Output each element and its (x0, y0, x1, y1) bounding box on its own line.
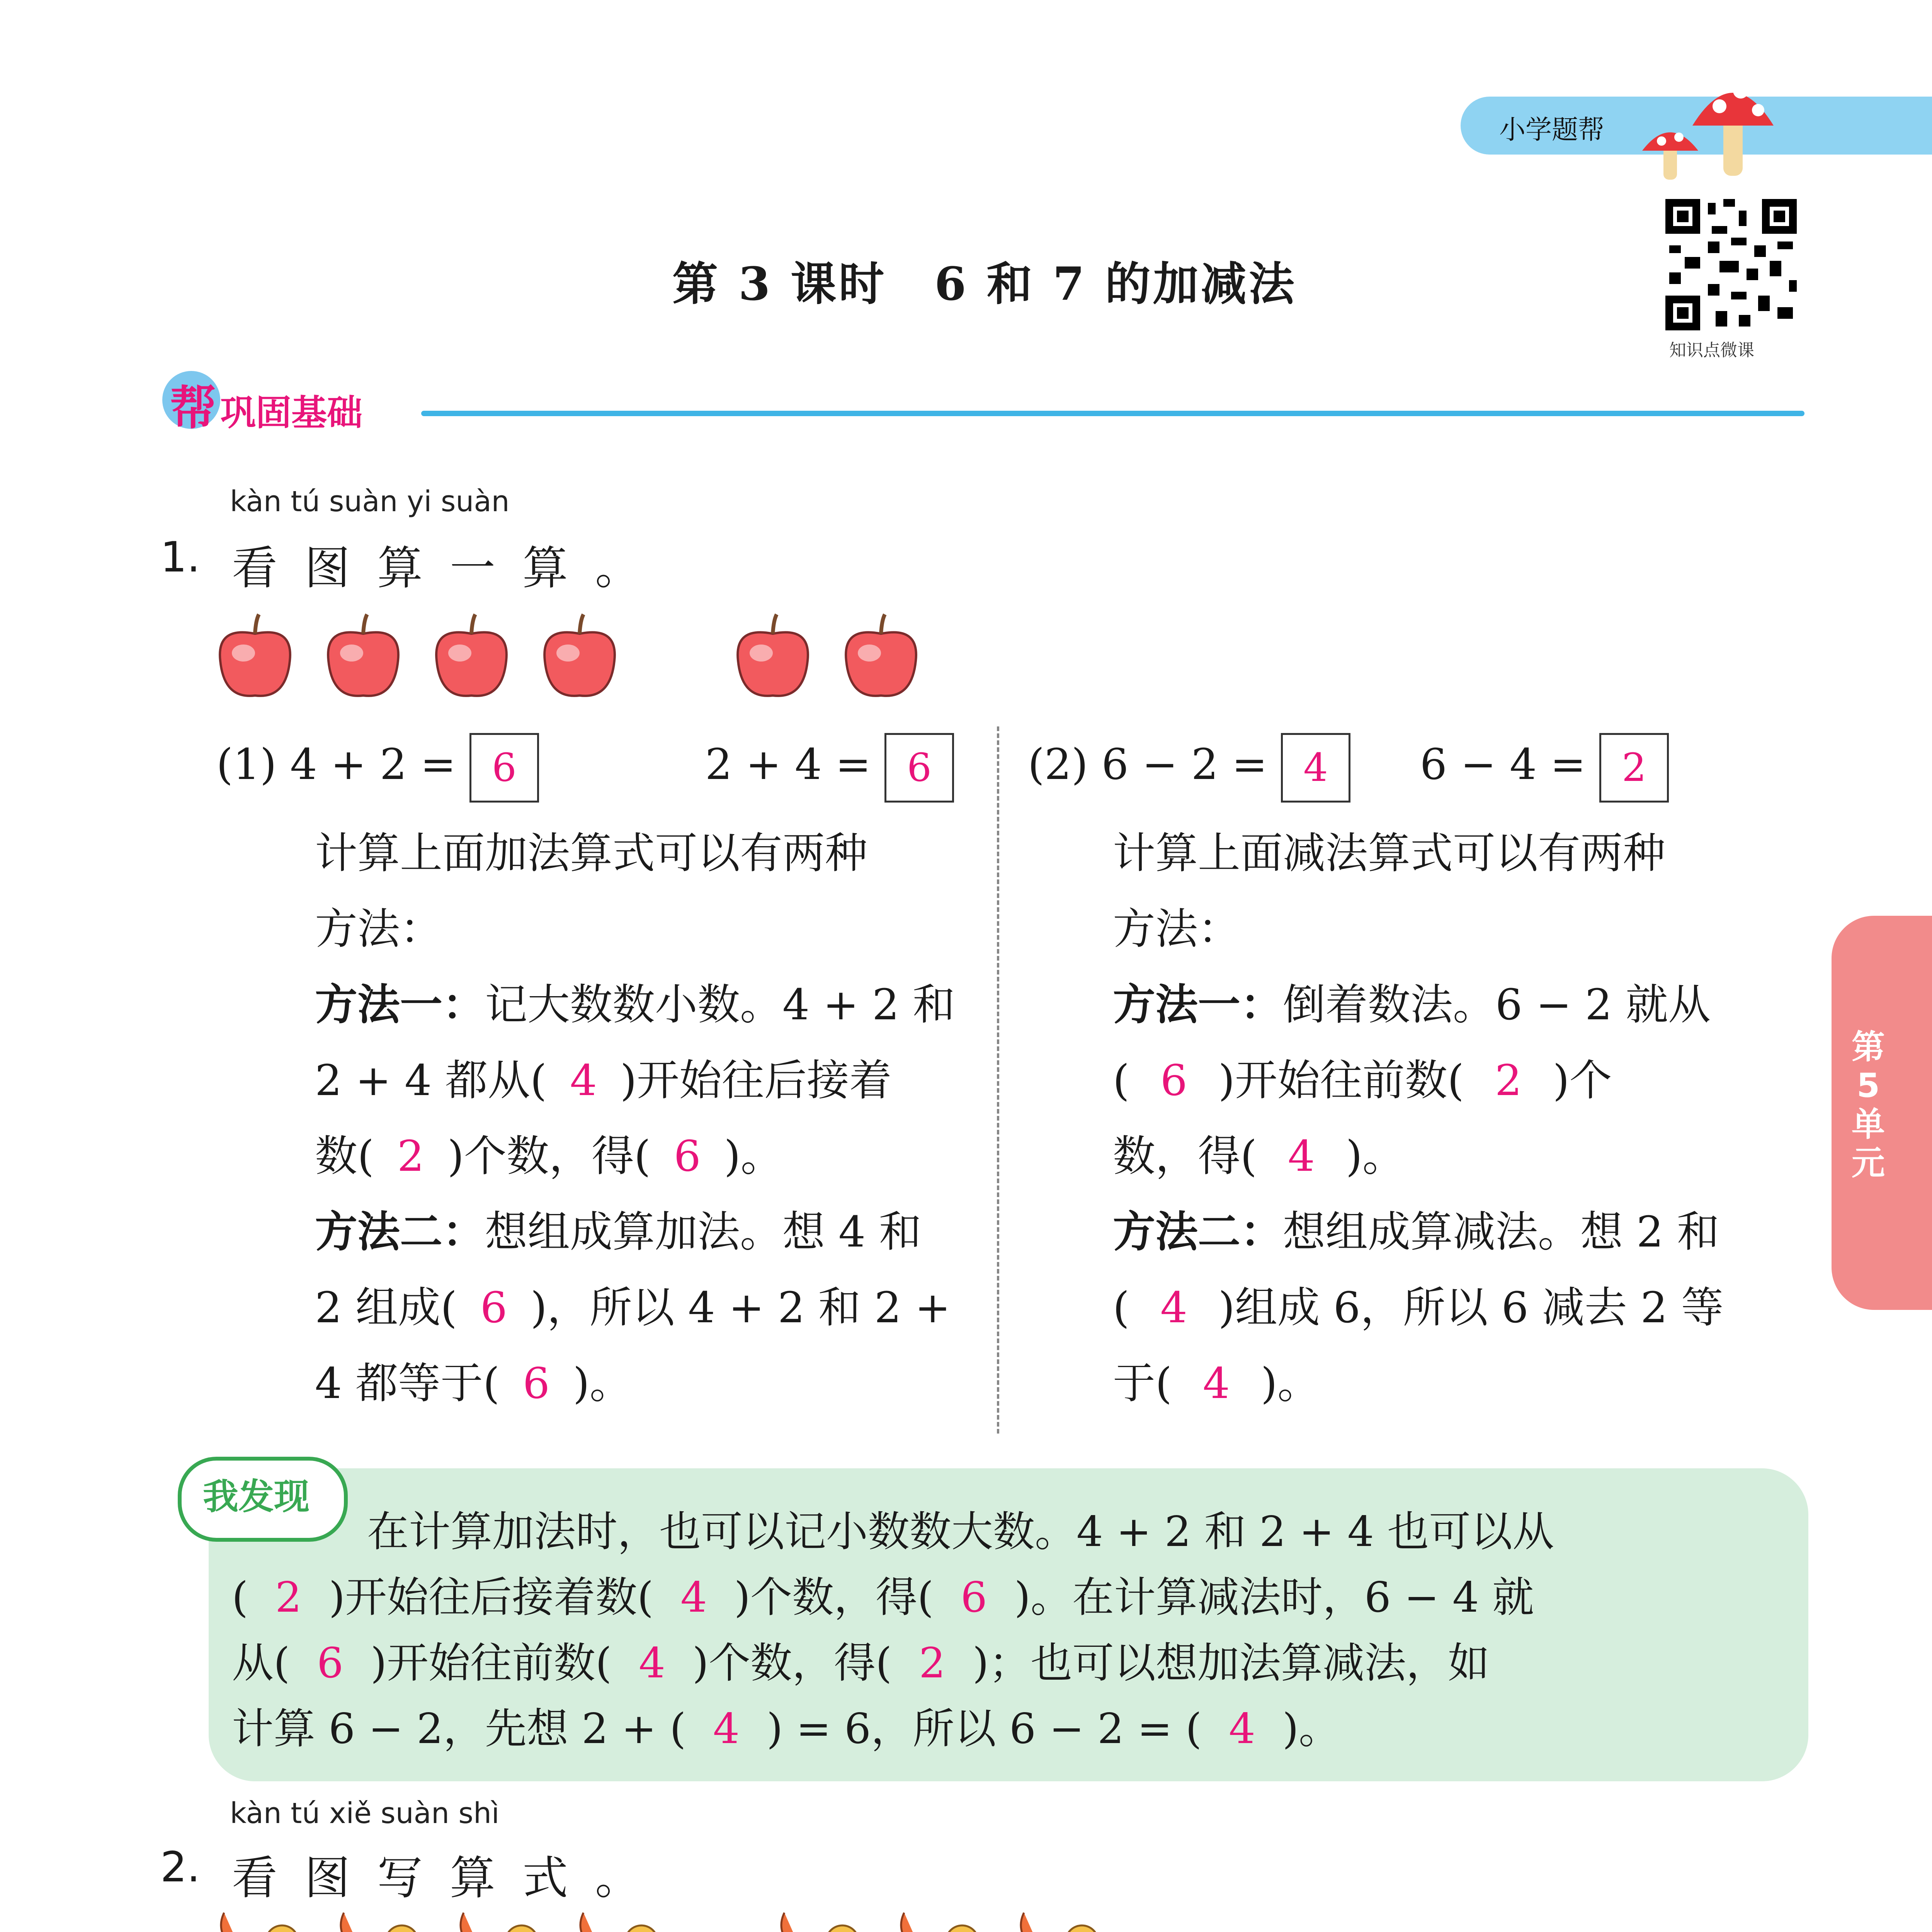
text: ( (1113, 1283, 1129, 1332)
text: 2 + 4 都从( (315, 1056, 547, 1105)
column-divider (997, 726, 999, 1434)
answer[interactable]: 6 (522, 1359, 550, 1408)
q1-part2-eq1: 6 − 2 = (1101, 740, 1268, 789)
method-text: 想组成算加法。想 4 和 (485, 1207, 922, 1257)
text: ( (232, 1573, 248, 1622)
text: 2 组成( (315, 1283, 457, 1332)
qr-caption: 知识点微课 (1669, 340, 1754, 360)
text: )，所以 4 + 2 和 2 + (530, 1283, 951, 1332)
text-line (232, 1696, 1797, 1762)
method-text: 想组成算减法。想 2 和 (1283, 1207, 1719, 1257)
apples-illustration (213, 603, 947, 703)
text: 从( (232, 1639, 290, 1687)
unit-side-label: 第5单元 (1852, 1028, 1885, 1182)
q1-part1-equations (216, 726, 954, 803)
text: )。 (1260, 1359, 1320, 1408)
answer[interactable]: 4 (1202, 1359, 1230, 1408)
text-line: 计算上面减法算式可以有两种 (1113, 828, 1665, 878)
text-line (1113, 1043, 1793, 1118)
section-bang-basic: 帮 (170, 381, 216, 435)
answer[interactable]: 2 (919, 1639, 946, 1687)
method-label: 方法一： (315, 980, 485, 1029)
q1-part1-explanation (315, 815, 972, 1421)
answer[interactable]: 6 (961, 1573, 987, 1622)
method-text: 倒着数法。6 − 2 就从 (1283, 980, 1711, 1029)
q1-part1-eq1: 4 + 2 = (290, 740, 456, 789)
text: )个数，得( (734, 1573, 934, 1622)
text-line (232, 1565, 1797, 1631)
method-label: 方法二： (1113, 1207, 1283, 1257)
text: )。 (1345, 1131, 1405, 1181)
answer[interactable]: 4 (570, 1056, 597, 1105)
answer-box[interactable]: 2 (1599, 733, 1669, 803)
answer[interactable]: 4 (680, 1573, 707, 1622)
q1-number: 1. (160, 533, 201, 582)
answer[interactable]: 6 (1160, 1056, 1187, 1105)
text-line (1113, 967, 1793, 1043)
answer-box[interactable]: 6 (884, 733, 954, 803)
text: )组成 6，所以 6 减去 2 等 (1218, 1283, 1724, 1332)
q1-title: 看图算一算。 (232, 541, 668, 595)
answer[interactable]: 4 (713, 1705, 740, 1753)
text: )；也可以想加法算减法，如 (972, 1639, 1490, 1687)
text: )。 (724, 1131, 783, 1181)
q1-part2-label: (2) (1028, 740, 1088, 789)
discovery-text (232, 1499, 1797, 1762)
text: 于( (1113, 1359, 1172, 1408)
text: )个数，得( (692, 1639, 892, 1687)
answer[interactable]: 4 (1229, 1705, 1255, 1753)
answer[interactable]: 2 (1495, 1056, 1522, 1105)
text: )开始往前数( (1218, 1056, 1464, 1105)
brand-name: 小学题帮 (1499, 115, 1605, 145)
text: )开始往后接着数( (328, 1573, 654, 1622)
q1-part2-eq2: 6 − 4 = (1420, 740, 1586, 789)
answer[interactable]: 4 (1160, 1283, 1187, 1332)
text-line (232, 1631, 1797, 1696)
qr-code-icon (1662, 195, 1801, 334)
text: 计算 6 − 2，先想 2 + ( (232, 1705, 686, 1753)
q1-pinyin: kàn tú suàn yi suàn (230, 485, 510, 518)
text-line (1113, 1270, 1793, 1345)
answer[interactable]: 2 (275, 1573, 302, 1622)
q2-number: 2. (160, 1843, 201, 1891)
q1-part1-eq2: 2 + 4 = (705, 740, 871, 789)
text: ( (1113, 1056, 1129, 1105)
text-line: 在计算加法时，也可以记小数数大数。4 + 2 和 2 + 4 也可以从 (367, 1508, 1554, 1556)
q1-part1-label: (1) (216, 740, 277, 789)
text: )。在计算减法时，6 − 4 就 (1014, 1573, 1534, 1622)
text-line (1113, 1194, 1793, 1270)
bird-row (213, 1905, 1140, 1932)
answer[interactable]: 6 (673, 1131, 701, 1181)
answer[interactable]: 2 (397, 1131, 424, 1181)
birds-illustration (213, 1905, 1140, 1932)
apple-row (213, 603, 947, 703)
method-label: 方法一： (1113, 980, 1283, 1029)
mushroom-icon (1634, 68, 1781, 184)
section-title-basic: 巩固基础 (220, 392, 363, 434)
text: )开始往后接着 (620, 1056, 892, 1105)
answer-box[interactable]: 4 (1281, 733, 1350, 803)
section-line-basic (421, 411, 1804, 416)
lesson-title: 第 3 课时 6 和 7 的加减法 (672, 257, 1297, 311)
method-label: 方法二： (315, 1207, 485, 1257)
answer-box[interactable]: 6 (469, 733, 539, 803)
text: )。 (573, 1359, 632, 1408)
answer[interactable]: 6 (317, 1639, 344, 1687)
text-line (315, 1345, 972, 1421)
answer[interactable]: 4 (1287, 1131, 1315, 1181)
answer[interactable]: 6 (480, 1283, 507, 1332)
text-line (315, 967, 972, 1043)
q2-pinyin: kàn tú xiě suàn shì (230, 1797, 500, 1830)
text: )开始往前数( (370, 1639, 612, 1687)
q2-title: 看图写算式。 (232, 1851, 668, 1905)
text-line (315, 1270, 972, 1345)
text: )。 (1282, 1705, 1341, 1753)
text-line (1113, 1118, 1793, 1194)
answer[interactable]: 4 (639, 1639, 665, 1687)
text-line (315, 1194, 972, 1270)
text-line (315, 1118, 972, 1194)
q1-part2-explanation (1113, 815, 1793, 1421)
text: )个数，得( (447, 1131, 651, 1181)
text-line: 计算上面加法算式可以有两种 (315, 828, 867, 878)
text: 数( (315, 1131, 374, 1181)
q1-part2-equations (1028, 726, 1669, 803)
text: 4 都等于( (315, 1359, 500, 1408)
discovery-label: 我发现 (203, 1476, 310, 1517)
text: )个 (1553, 1056, 1612, 1105)
text: 数，得( (1113, 1131, 1257, 1181)
text-line: 方法： (315, 904, 442, 954)
text-line: 方法： (1113, 904, 1240, 954)
text: ) = 6，所以 6 − 2 = ( (766, 1705, 1202, 1753)
text-line (1113, 1345, 1793, 1421)
method-text: 记大数数小数。4 + 2 和 (485, 980, 956, 1029)
text-line (315, 1043, 972, 1118)
